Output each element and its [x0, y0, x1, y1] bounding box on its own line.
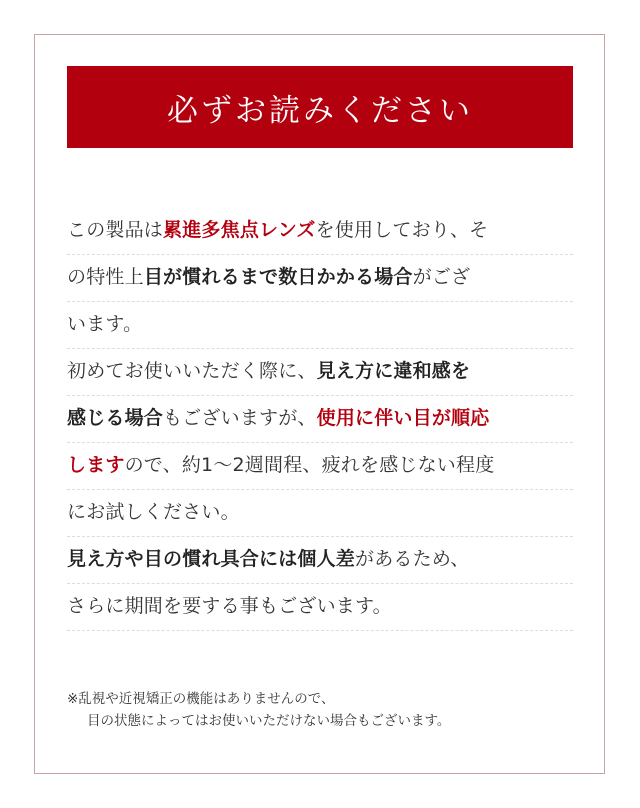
highlight-red: 使用に伴い目が順応	[316, 407, 490, 429]
notice-body	[67, 208, 573, 631]
text-segment: にお試しください。	[67, 501, 240, 523]
highlight-bold: 目が慣れるまで数日かかる場合	[143, 266, 413, 288]
text-segment: 初めてお使いいただく際に、	[67, 360, 317, 382]
highlight-bold: 見え方や目の慣れ具合には個人差	[67, 548, 356, 570]
header-banner	[67, 66, 573, 148]
highlight-red: 累進多焦点レンズ	[163, 219, 316, 241]
highlight-bold: 感じる場合	[67, 407, 164, 429]
text-segment: の特性上	[67, 266, 144, 288]
text-segment: ので、約1〜2週間程、疲れを感じない程度	[124, 454, 495, 476]
highlight-bold: 見え方に違和感を	[316, 360, 471, 382]
body-line	[67, 255, 573, 302]
body-line	[67, 349, 573, 396]
footnote-line-1: ※乱視や近視矯正の機能はありませんので、	[67, 691, 335, 707]
highlight-red: します	[67, 454, 125, 476]
body-line	[67, 537, 573, 584]
body-line	[67, 302, 573, 349]
text-segment: を使用しており、そ	[315, 219, 489, 241]
body-line	[67, 396, 573, 443]
body-line	[67, 584, 573, 631]
page-title: 必ずお読みください	[167, 92, 473, 129]
body-line	[67, 443, 573, 490]
text-segment: います。	[67, 313, 143, 335]
body-line	[67, 208, 573, 255]
footnote	[67, 688, 587, 732]
body-line	[67, 490, 573, 537]
text-segment: があるため、	[355, 548, 470, 570]
footnote-line-2: 目の状態によってはお使いいただけない場合もございます。	[87, 713, 451, 729]
text-segment: さらに期間を要する事もございます。	[67, 595, 392, 617]
text-segment: もございますが、	[163, 407, 317, 429]
text-segment: がござ	[412, 266, 471, 288]
text-segment: この製品は	[67, 219, 164, 241]
